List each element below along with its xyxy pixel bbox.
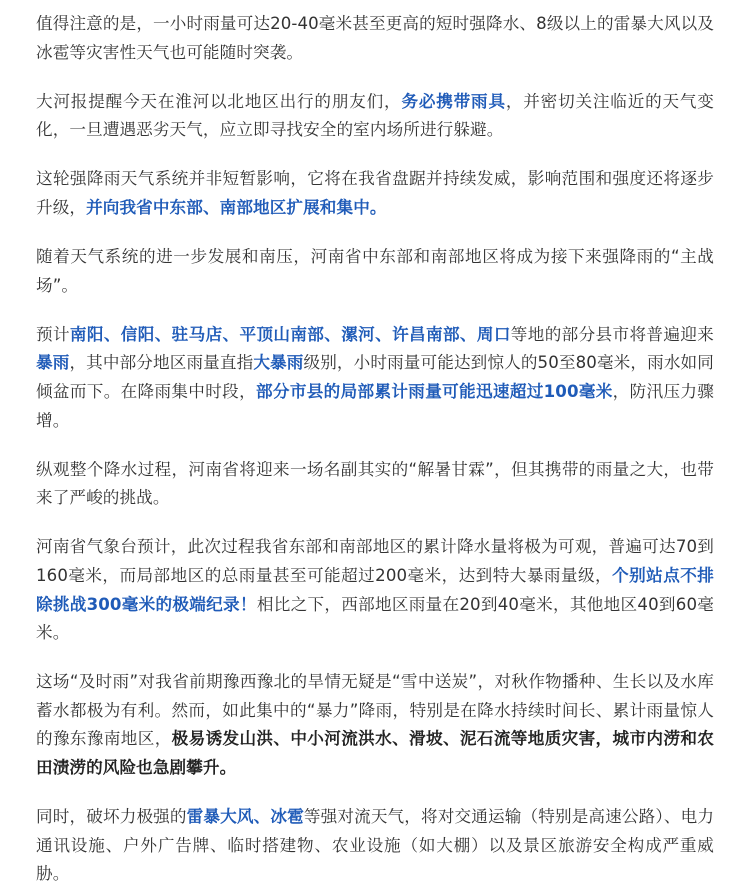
text-segment: 预计 — [36, 324, 70, 344]
text-segment: ，并密切关注临近的天气变化，一旦遭遇恶劣天气，应立即寻找安全的室内场所进行躲避。 — [36, 91, 714, 140]
text-segment: 河南省气象台预计，此次过程我省东部和南部地区的累计降水量将极为可观，普遍可达70到160毫米，而局部地区的总雨量甚至可能超过200毫米，达到特大暴雨量级， — [36, 537, 714, 585]
text-segment: ，其中部分地区雨量直指 — [69, 353, 254, 373]
text-segment: ，防汛压力骤增。 — [36, 381, 714, 430]
highlight-rainstorm: 暴雨 — [36, 353, 70, 373]
paragraph-drought-relief — [36, 668, 714, 782]
text-segment: 纵观整个降水过程，河南省将迎来一场名副其实的“解暑甘霖”，但其携带的雨量之大，也带来了严峻的挑战。 — [36, 459, 714, 508]
text-segment: 这轮强降雨天气系统并非短暂影响，它将在我省盘踞并持续发威，影响范围和强度还将逐步升级， — [36, 169, 714, 217]
paragraph-thunderstorm-warning — [36, 10, 714, 67]
text-segment: 大河报提醒今天在淮河以北地区出行的朋友们， — [36, 91, 402, 111]
text-segment: 级别，小时雨量可能达到惊人的50至80毫米，雨水如同倾盆而下。在降雨集中时段， — [36, 353, 714, 401]
highlight-wind-hail: 雷暴大风、冰雹 — [186, 807, 304, 827]
text-segment: 同时，破坏力极强的 — [36, 807, 187, 827]
paragraph-severe-convection — [36, 803, 714, 889]
paragraph-travel-advice — [36, 88, 714, 145]
highlight-100mm: 部分市县的局部累计雨量可能迅速超过100毫米 — [255, 381, 613, 401]
paragraph-observatory-forecast — [36, 533, 714, 647]
highlight-heavy-rainstorm: 大暴雨 — [253, 353, 304, 373]
bold-disaster-risk: 极易诱发山洪、中小河流洪水、滑坡、泥石流等地质灾害，城市内涝和农田渍涝的风险也急剧攀升。 — [36, 729, 714, 777]
paragraph-overview — [36, 456, 714, 513]
text-segment: 等地的部分县市将普遍迎来 — [510, 324, 714, 344]
paragraph-main-battlefield — [36, 243, 714, 300]
highlight-expansion-regions: 并向我省中东部、南部地区扩展和集中。 — [86, 197, 387, 217]
paragraph-system-upgrade — [36, 165, 714, 222]
text-segment: 值得注意的是，一小时雨量可达20-40毫米甚至更高的短时强降水、8级以上的雷暴大风以及冰雹等灾害性天气也可能随时突袭。 — [36, 14, 714, 62]
paragraph-forecast-cities — [36, 321, 714, 435]
highlight-300mm-record: 个别站点不排除挑战300毫米的极端纪录！ — [36, 565, 714, 614]
text-segment: 相比之下，西部地区雨量在20到40毫米，其他地区40到60毫米。 — [36, 594, 714, 643]
text-segment: 等强对流天气，将对交通运输（特别是高速公路）、电力通讯设施、户外广告牌、临时搭建物、农业设施（如大棚）以及景区旅游安全构成严重威胁。 — [36, 807, 715, 884]
highlight-carry-rain-gear: 务必携带雨具 — [401, 91, 506, 111]
text-segment: 随着天气系统的进一步发展和南压，河南省中东部和南部地区将成为接下来强降雨的“主战场”。 — [36, 247, 714, 295]
highlight-city-list: 南阳、信阳、驻马店、平顶山南部、漯河、许昌南部、周口 — [69, 324, 511, 344]
text-segment: 这场“及时雨”对我省前期豫西豫北的旱情无疑是“雪中送炭”，对秋作物播种、生长以及水库蓄水都极为有利。然而，如此集中的“暴力”降雨，特别是在降水持续时间长、累计雨量惊人的豫东豫南地区， — [36, 672, 714, 749]
